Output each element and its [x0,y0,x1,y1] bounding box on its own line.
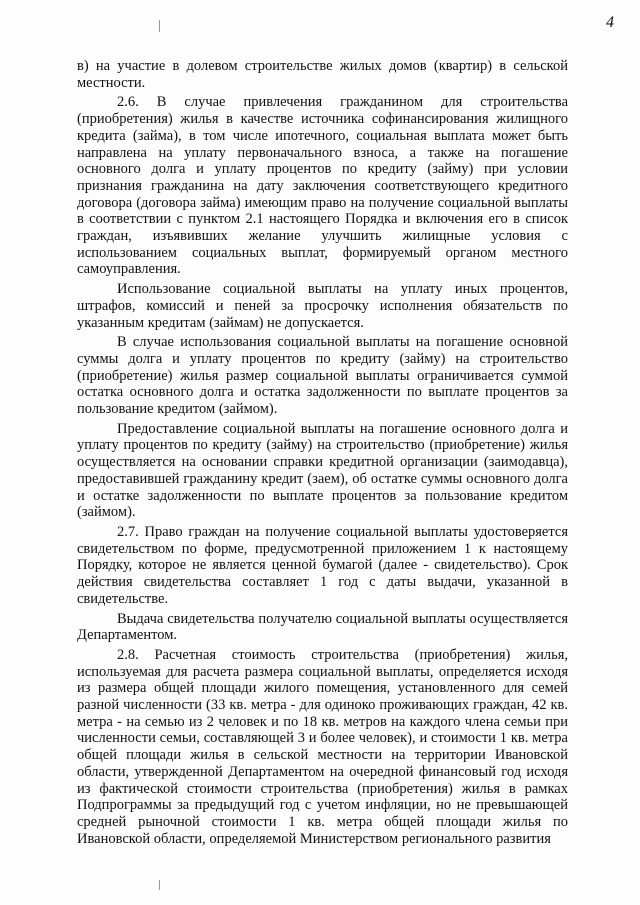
paragraph-debt-repayment: В случае использования социальной выплаты на погашение основной суммы долга и уплату процентов по кредиту (займу) на строительство (приобретение) жилья размер социальной выплаты ограничивается суммой остатка основного долга и остатка задолженности по выплате процентов за пользование кредитом (займом). [77,334,568,418]
paragraph-other-interest: Использование социальной выплаты на уплату иных процентов, штрафов, комиссий и пеней за просрочку исполнения обязательств по указанным кредитам (займам) не допускается. [77,281,568,331]
scan-mark-top [159,20,160,32]
paragraph-provision: Предоставление социальной выплаты на погашение основного долга и уплату процентов по кредиту (займу) на строительство (приобретение) жилья осуществляется на основании справки кредитной организации (заимодавца), предоставившей гражданину кредит (заем), об остатке суммы основного долга и остатке задолженности по выплате процентов за пользование кредитом (займом). [77,420,568,521]
paragraph-2-7: 2.7. Право граждан на получение социальной выплаты удостоверяется свидетельством по форме, предусмотренной приложением 1 к настоящему Порядку, которое не является ценной бумагой (далее - свидетельство). Срок действия свидетельства составляет 1 год с даты выдачи, указанной в свидетельстве. [77,523,568,607]
document-body [77,58,568,847]
page-number: 4 [606,14,614,31]
scan-mark-bottom [159,880,160,890]
paragraph-issuance: Выдача свидетельства получателю социальной выплаты осуществляется Департаментом. [77,610,568,644]
paragraph-2-8: 2.8. Расчетная стоимость строительства (приобретения) жилья, используемая для расчета размера социальной выплаты, определяется исходя из размера общей площади жилого помещения, установленного для семей разной численности (33 кв. метра - для одиноко проживающих граждан, 42 кв. метра - на семью из 2 человек и по 18 кв. метров на каждого члена семьи при численности семьи, составляющей 3 и более человек), и стоимости 1 кв. метра общей площади жилья в сельской местности на территории Ивановской области, утвержденной Департаментом на очередной финансовый год исходя из фактической стоимости строительства (приобретения) жилья в рамках Подпрограммы за предыдущий год с учетом инфляции, но не превышающей средней рыночной стоимости 1 кв. метра общей площади жилья по Ивановской области, определяемой Министерством регионального развития [77,646,568,847]
paragraph-2-6: 2.6. В случае привлечения гражданином для строительства (приобретения) жилья в качестве источника софинансирования жилищного кредита (займа), в том числе ипотечного, социальная выплата может быть направлена на уплату первоначального взноса, а также на погашение основного долга и уплату процентов по кредиту (займу) при условии признания гражданина на дату заключения соответствующего кредитного договора (договора займа) имеющим право на получение социальной выплаты в соответствии с пунктом 2.1 настоящего Порядка и включения его в список граждан, изъявивших желание улучшить жилищные условия с использованием социальных выплат, формируемый органом местного самоуправления. [77,94,568,278]
paragraph-item-v: в) на участие в долевом строительстве жилых домов (квартир) в сельской местности. [77,58,568,91]
